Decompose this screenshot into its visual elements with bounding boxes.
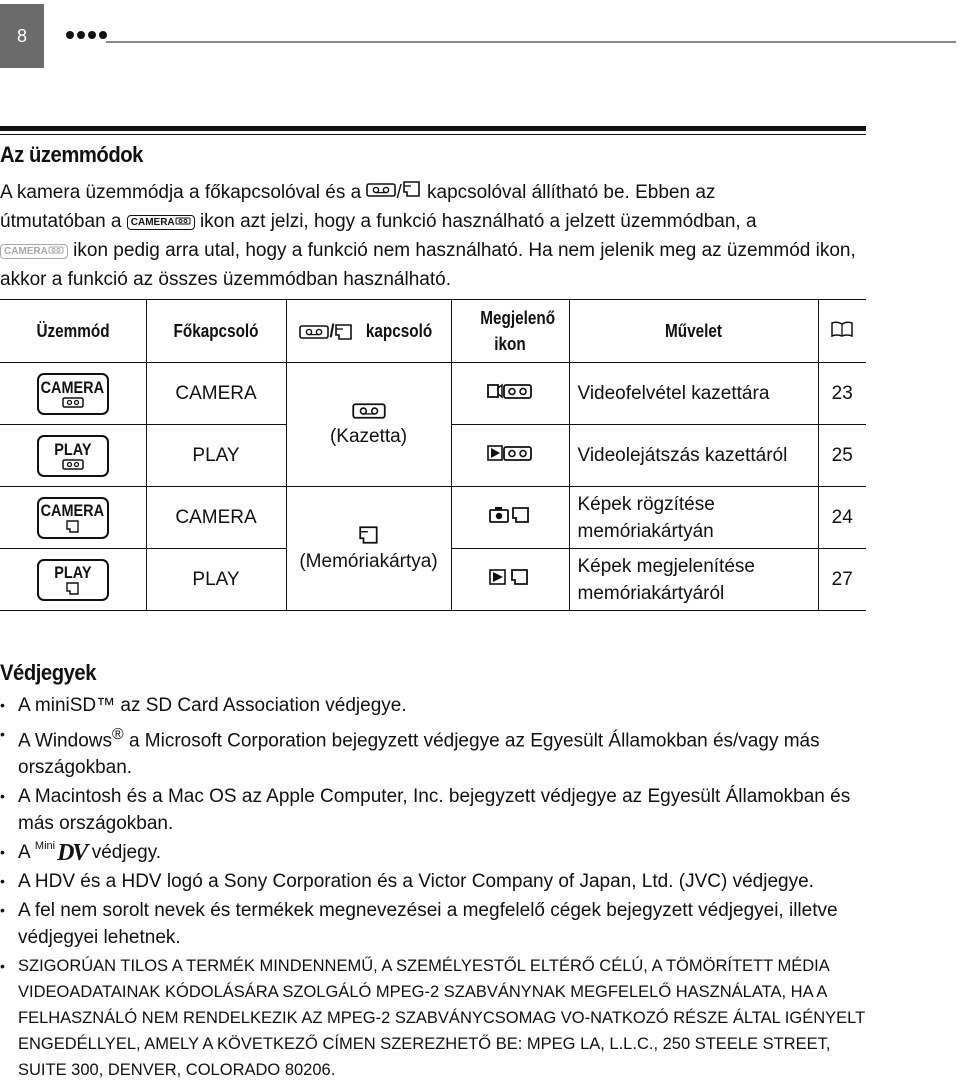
display-icon-cell: [451, 549, 569, 611]
play-card-mode-icon: PLAY: [37, 559, 109, 601]
list-item: • A HDV és a HDV logó a Sony Corporation és a Victor Company of Japan, Ltd. (JVC) védjegye.: [0, 868, 880, 895]
display-icon-cell: [451, 425, 569, 487]
intro-slash: /: [396, 182, 402, 203]
play-card-icon: [488, 566, 532, 588]
media-card-cell: [286, 487, 451, 611]
camera-card-record-icon: [488, 504, 532, 526]
main-switch-cell: CAMERA: [146, 487, 286, 549]
camera-tape-mode-unavailable-icon: CAMERA: [0, 244, 68, 259]
list-item: • A miniSD™ az SD Card Association védjegye.: [0, 692, 880, 719]
page-number: 8: [0, 4, 44, 68]
operation-cell: Videofelvétel kazettára: [569, 363, 818, 425]
trademarks-list: [0, 692, 880, 1085]
page-ref-cell: 27: [818, 549, 866, 611]
intro-text-3: útmutatóban a: [0, 211, 122, 233]
header-rule: [106, 41, 956, 43]
intro-text-5: ikon pedig arra utal, hogy a funkció nem használható. Ha nem jelenik meg az üzemmód ikon, akkor a funkció az összes üzemmódban használható.: [0, 240, 856, 291]
intro-text-4: ikon azt jelzi, hogy a funkció használható a jelzett üzemmódban, a: [199, 211, 757, 233]
page-ref-cell: 23: [818, 363, 866, 425]
header-display-icon: Megjelenő ikon: [451, 300, 569, 363]
list-item: • A Macintosh és a Mac OS az Apple Computer, Inc. bejegyzett védjegye az Egyesült Államokban és más országokban.: [0, 783, 880, 837]
card-icon: [334, 323, 354, 341]
camera-tape-record-icon: [486, 380, 534, 402]
camera-tape-mode-icon: CAMERA: [37, 373, 109, 415]
page-ref-cell: 24: [818, 487, 866, 549]
tape-icon: [366, 178, 396, 207]
trademarks-title: Védjegyek: [0, 660, 96, 685]
media-tape-cell: [286, 363, 451, 487]
operation-cell: Képek rögzítése memóriakártyán: [569, 487, 818, 549]
intro-text: A kamera üzemmódja a főkapcsolóval és a: [0, 182, 362, 203]
media-tape-label: (Kazetta): [329, 425, 408, 447]
card-icon: [402, 178, 422, 207]
header-operation: Művelet: [569, 300, 818, 363]
header-tape-card-switch: / kapcsoló: [286, 300, 451, 363]
card-icon: [358, 525, 380, 545]
play-tape-mode-icon: PLAY: [37, 435, 109, 477]
operation-cell: Képek megjelenítése memóriakártyáról: [569, 549, 818, 611]
header-dots: [66, 31, 107, 39]
list-item: • A fel nem sorolt nevek és termékek megnevezései a megfelelő cégek bejegyzett védjegyei, illetve védjegyei lehetnek.: [0, 897, 880, 951]
modes-table: [0, 299, 866, 611]
section-rule: [0, 126, 866, 131]
main-switch-cell: PLAY: [146, 549, 286, 611]
display-icon-cell: [451, 363, 569, 425]
tape-icon: [299, 324, 329, 340]
mini-dv-logo: Mini DV: [34, 840, 87, 867]
mode-cell: [0, 487, 146, 549]
page-ref-cell: 25: [818, 425, 866, 487]
header-mode: Üzemmód: [0, 300, 146, 363]
section-rule-thin: [0, 134, 866, 135]
table-header-row: [0, 300, 866, 363]
tape-icon: [352, 402, 386, 420]
play-tape-icon: [486, 442, 534, 464]
operation-cell: Videolejátszás kazettáról: [569, 425, 818, 487]
table-row: [0, 363, 866, 425]
camera-tape-mode-icon: CAMERA: [127, 215, 195, 230]
section-title: Az üzemmódok: [0, 142, 143, 167]
mode-cell: [0, 425, 146, 487]
mode-cell: [0, 363, 146, 425]
main-switch-cell: CAMERA: [146, 363, 286, 425]
camera-card-mode-icon: CAMERA: [37, 497, 109, 539]
media-card-label: (Memóriakártya): [299, 550, 438, 572]
intro-text-2: kapcsolóval állítható be. Ebben az: [427, 182, 716, 203]
table-row: [0, 487, 866, 549]
mode-cell: [0, 549, 146, 611]
display-icon-cell: [451, 487, 569, 549]
main-switch-cell: PLAY: [146, 425, 286, 487]
header-main-switch: Főkapcsoló: [146, 300, 286, 363]
intro-paragraph: [0, 178, 880, 294]
list-item: • A Mini DV védjegy.: [0, 839, 880, 866]
header-book-icon: [818, 300, 866, 363]
list-item: • SZIGORÚAN TILOS A TERMÉK MINDENNEMŰ, A SZEMÉLYESTŐL ELTÉRŐ CÉLÚ, A TÖMÖRÍTETT MÉDIA VIDEOADATAINAK KÓDOLÁSÁRA SZOLGÁLÓ MPEG-2 SZABVÁNYNAK MEGFELELŐ HASZNÁLATA, HA A FELHASZNÁLÓ NEM RENDELKEZIK AZ MPEG-2 SZABVÁNYCSOMAG VO-NATKOZÓ RÉSZE ÁLTAL IGÉNYELT ENGEDÉLLYEL, AMELY A KÖVETKEZŐ CÍMEN SZEREZHETŐ BE: MPEG LA, L.L.C., 250 STEELE STREET, SUITE 300, DENVER, COLORADO 80206.: [0, 953, 880, 1083]
list-item: • A Windows® a Microsoft Corporation bejegyzett védjegye az Egyesült Államokban és/vagy más országokban.: [0, 721, 880, 781]
